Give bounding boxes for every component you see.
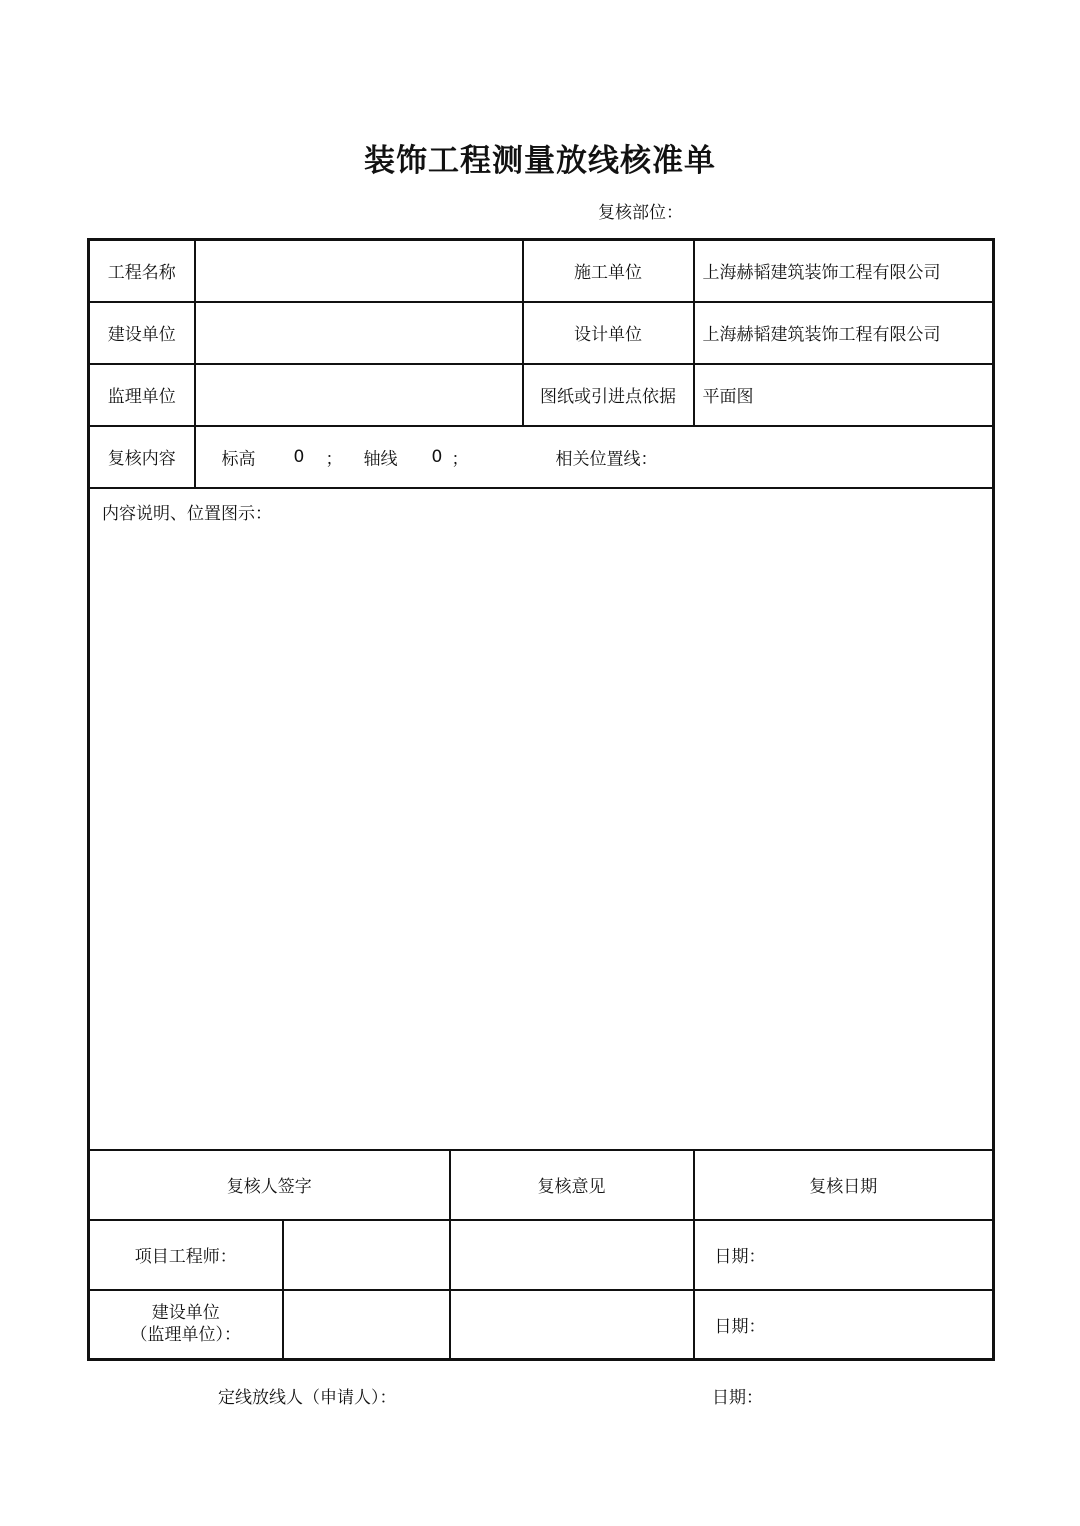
owner-unit-row <box>89 302 994 364</box>
description-row <box>89 488 994 1150</box>
owner-unit-date-field[interactable]: 日期： <box>694 1290 994 1360</box>
project-engineer-row <box>89 1220 994 1290</box>
supervision-unit-row <box>89 364 994 426</box>
elevation-separator: ； <box>325 449 343 469</box>
review-content-cell <box>195 426 994 488</box>
owner-unit-review-label-line2: （监理单位）： <box>130 1325 241 1346</box>
elevation-label: 标高 <box>221 449 256 469</box>
applicant-label: 定线放线人（申请人）： <box>218 1388 397 1408</box>
description-label: 内容说明、位置图示： <box>102 503 272 524</box>
drawing-basis-label: 图纸或引进点依据 <box>523 364 694 426</box>
relative-line-label: 相关位置线： <box>555 449 658 469</box>
owner-unit-opinion-field[interactable] <box>450 1290 694 1360</box>
approval-form-table <box>87 238 995 1361</box>
owner-unit-field[interactable] <box>195 302 523 364</box>
owner-unit-review-row <box>89 1290 994 1360</box>
construction-unit-field[interactable]: 上海赫韬建筑装饰工程有限公司 <box>694 240 994 302</box>
supervision-unit-label: 监理单位 <box>89 364 195 426</box>
project-name-row <box>89 240 994 302</box>
description-area[interactable] <box>89 488 994 1150</box>
drawing-basis-field[interactable]: 平面图 <box>694 364 994 426</box>
owner-unit-review-label <box>89 1290 283 1360</box>
project-name-field[interactable] <box>195 240 523 302</box>
axis-value[interactable]: 0 <box>431 446 443 467</box>
construction-unit-label: 施工单位 <box>523 240 694 302</box>
project-name-label: 工程名称 <box>89 240 195 302</box>
project-engineer-opinion-field[interactable] <box>450 1220 694 1290</box>
owner-unit-signature-field[interactable] <box>283 1290 450 1360</box>
owner-unit-label: 建设单位 <box>89 302 195 364</box>
review-header-row <box>89 1150 994 1220</box>
review-content-label: 复核内容 <box>89 426 195 488</box>
axis-separator: ； <box>451 449 469 469</box>
axis-label: 轴线 <box>363 449 398 469</box>
review-content-row <box>89 426 994 488</box>
supervision-unit-field[interactable] <box>195 364 523 426</box>
review-location-label: 复核部位： <box>598 203 683 223</box>
elevation-value[interactable]: 0 <box>293 446 305 467</box>
project-engineer-signature-field[interactable] <box>283 1220 450 1290</box>
design-unit-field[interactable]: 上海赫韬建筑装饰工程有限公司 <box>694 302 994 364</box>
date-header: 复核日期 <box>694 1150 994 1220</box>
design-unit-label: 设计单位 <box>523 302 694 364</box>
project-engineer-date-field[interactable]: 日期： <box>694 1220 994 1290</box>
opinion-header: 复核意见 <box>450 1150 694 1220</box>
page-title: 装饰工程测量放线核准单 <box>364 143 716 179</box>
owner-unit-review-label-line1: 建设单位 <box>151 1303 220 1324</box>
project-engineer-label: 项目工程师： <box>89 1220 283 1290</box>
footer-date-label: 日期： <box>712 1388 763 1408</box>
signature-header: 复核人签字 <box>89 1150 450 1220</box>
